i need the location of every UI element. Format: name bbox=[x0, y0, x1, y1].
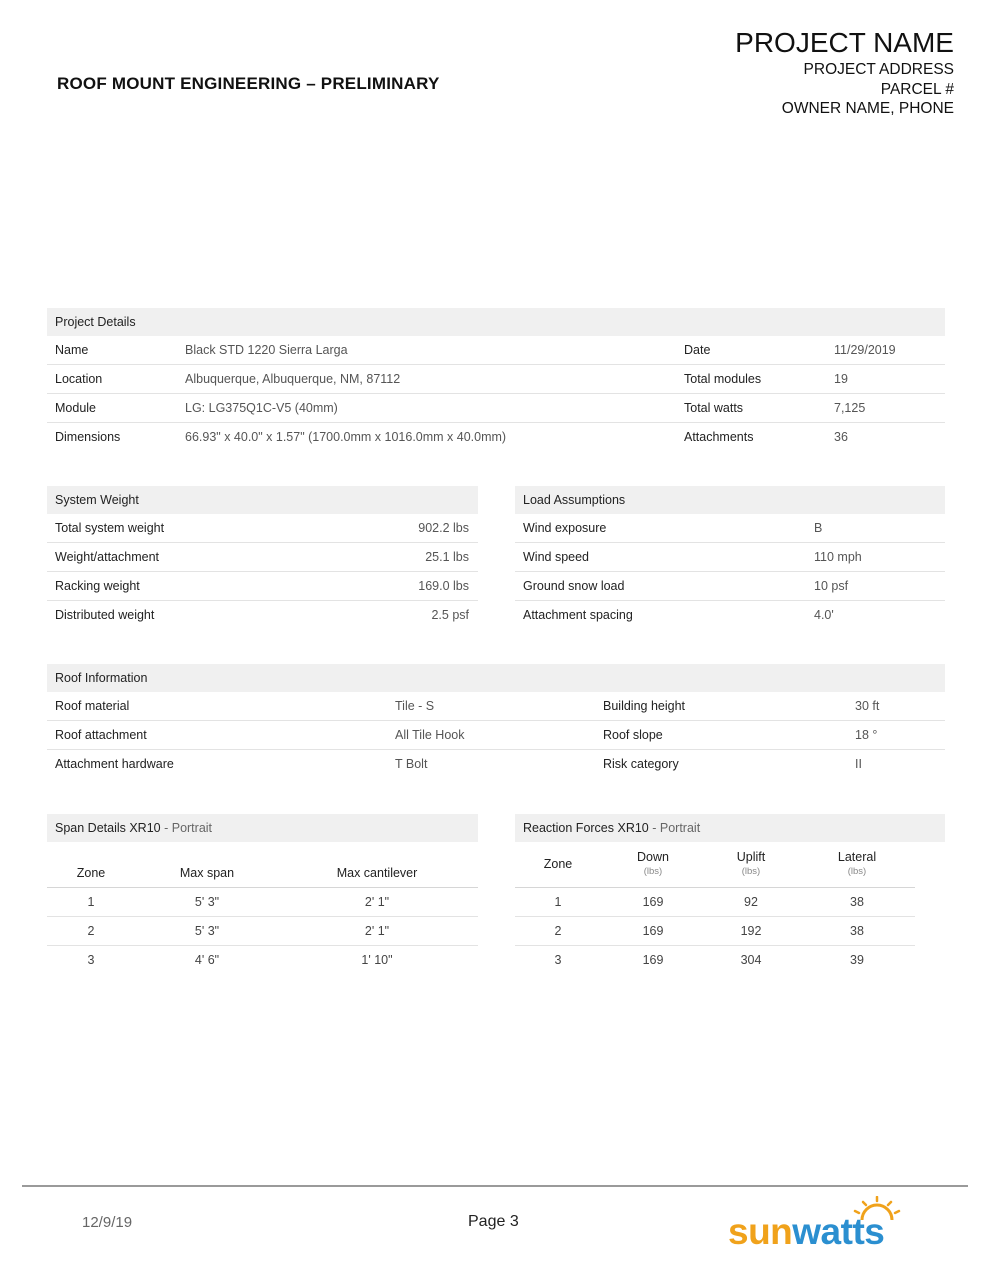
column-header-label: Lateral bbox=[837, 850, 877, 864]
table-row bbox=[47, 394, 945, 423]
table-cell: 1' 10" bbox=[361, 953, 393, 967]
page-number: Page 3 bbox=[468, 1213, 519, 1230]
row-label: Total watts bbox=[684, 401, 744, 415]
table-row bbox=[47, 423, 945, 452]
row-value: 2.5 psf bbox=[431, 608, 469, 622]
table-row bbox=[515, 514, 945, 543]
row-label: Roof attachment bbox=[55, 728, 147, 742]
table-row bbox=[47, 721, 945, 750]
row-label: Roof slope bbox=[603, 728, 663, 742]
row-label: Wind exposure bbox=[523, 521, 607, 535]
row-value: 25.1 lbs bbox=[425, 550, 469, 564]
table-row bbox=[515, 543, 945, 572]
table-row bbox=[47, 692, 945, 721]
table-row bbox=[47, 572, 478, 601]
row-value: Tile - S bbox=[395, 699, 435, 713]
table-row bbox=[47, 543, 478, 572]
row-value: 110 mph bbox=[814, 550, 862, 564]
row-value: T Bolt bbox=[395, 757, 428, 771]
row-value: Black STD 1220 Sierra Larga bbox=[185, 343, 348, 357]
roof-information-header bbox=[47, 664, 945, 692]
project-details-title: Project Details bbox=[55, 315, 136, 329]
reaction-forces-subtitle: - Portrait bbox=[648, 821, 701, 835]
table-row bbox=[47, 601, 478, 630]
row-label: Location bbox=[55, 372, 103, 386]
table-row bbox=[47, 750, 945, 779]
span-details-header bbox=[47, 814, 478, 842]
table-cell: 169 bbox=[642, 924, 664, 938]
table-cell: 192 bbox=[740, 924, 762, 938]
table-cell: 1 bbox=[554, 895, 562, 909]
row-value: 19 bbox=[834, 372, 848, 386]
table-row bbox=[515, 888, 915, 917]
table-cell: 2' 1" bbox=[364, 924, 390, 938]
row-value: 18 ° bbox=[855, 728, 878, 742]
table-row bbox=[515, 946, 915, 975]
table-cell: 39 bbox=[850, 953, 864, 967]
owner-info: OWNER NAME, PHONE bbox=[781, 100, 954, 117]
table-cell: 3 bbox=[554, 953, 562, 967]
table-cell: 38 bbox=[850, 924, 864, 938]
row-label: Attachment hardware bbox=[55, 757, 174, 771]
row-label: Distributed weight bbox=[55, 608, 155, 622]
logo-text-sun: sun bbox=[728, 1211, 793, 1252]
footer-date: 12/9/19 bbox=[82, 1214, 133, 1231]
row-label: Date bbox=[684, 343, 711, 357]
row-label: Ground snow load bbox=[523, 579, 625, 593]
project-info-block bbox=[735, 26, 954, 119]
row-label: Total system weight bbox=[55, 521, 165, 535]
logo-wordmark bbox=[728, 1212, 884, 1252]
table-cell: 4' 6" bbox=[194, 953, 220, 967]
row-label: Attachment spacing bbox=[523, 608, 633, 622]
span-details-title: Span Details XR10 bbox=[55, 821, 161, 835]
row-label: Racking weight bbox=[55, 579, 140, 593]
row-value: All Tile Hook bbox=[395, 728, 465, 742]
sunwatts-logo bbox=[728, 1196, 918, 1256]
column-header: Zone bbox=[76, 866, 106, 880]
row-label: Risk category bbox=[603, 757, 679, 771]
row-value: II bbox=[855, 757, 862, 771]
parcel-number: PARCEL # bbox=[880, 80, 954, 98]
table-row bbox=[47, 336, 945, 365]
table-cell: 2' 1" bbox=[364, 895, 390, 909]
table-cell: 2 bbox=[87, 924, 95, 938]
table-header-row bbox=[47, 860, 478, 888]
row-label: Roof material bbox=[55, 699, 130, 713]
table-row bbox=[47, 888, 478, 917]
column-header-label: Uplift bbox=[736, 850, 766, 864]
table-header-row bbox=[515, 843, 915, 888]
table-row bbox=[515, 572, 945, 601]
table-row bbox=[47, 365, 945, 394]
row-value: 66.93" x 40.0" x 1.57" (1700.0mm x 1016.0mm x 40.0mm) bbox=[185, 430, 507, 444]
roof-information-title: Roof Information bbox=[55, 671, 148, 685]
table-cell: 304 bbox=[740, 953, 762, 967]
row-label: Total modules bbox=[684, 372, 762, 386]
project-address: PROJECT ADDRESS bbox=[803, 61, 954, 78]
system-weight-title: System Weight bbox=[55, 493, 139, 507]
row-label: Module bbox=[55, 401, 96, 415]
row-label: Weight/attachment bbox=[55, 550, 159, 564]
row-label: Attachments bbox=[684, 430, 754, 444]
row-value: 10 psf bbox=[814, 579, 849, 593]
project-details-header bbox=[47, 308, 945, 336]
column-header-unit: (lbs) bbox=[643, 866, 663, 877]
table-cell: 2 bbox=[554, 924, 562, 938]
table-row bbox=[515, 601, 945, 630]
column-header bbox=[805, 850, 909, 877]
column-header bbox=[603, 850, 703, 877]
row-label: Dimensions bbox=[55, 430, 121, 444]
row-label: Wind speed bbox=[523, 550, 590, 564]
reaction-forces-header bbox=[515, 814, 945, 842]
row-label: Building height bbox=[603, 699, 686, 713]
table-cell: 3 bbox=[87, 953, 95, 967]
row-value: 11/29/2019 bbox=[834, 343, 896, 357]
row-value: 30 ft bbox=[855, 699, 880, 713]
row-value: LG: LG375Q1C-V5 (40mm) bbox=[185, 401, 338, 415]
column-header-unit: (lbs) bbox=[741, 866, 761, 877]
table-cell: 169 bbox=[642, 895, 664, 909]
project-name: PROJECT NAME bbox=[735, 27, 954, 58]
row-value: B bbox=[814, 521, 823, 535]
row-value: 902.2 lbs bbox=[418, 521, 469, 535]
logo-text-watts: watts bbox=[792, 1211, 885, 1252]
table-cell: 5' 3" bbox=[194, 895, 220, 909]
column-header bbox=[703, 850, 799, 877]
row-label: Name bbox=[55, 343, 89, 357]
column-header-label: Down bbox=[637, 850, 669, 864]
table-cell: 1 bbox=[87, 895, 95, 909]
span-details-subtitle: - Portrait bbox=[160, 821, 213, 835]
row-value: 169.0 lbs bbox=[418, 579, 469, 593]
table-row bbox=[515, 917, 915, 946]
table-cell: 38 bbox=[850, 895, 864, 909]
row-value: 7,125 bbox=[834, 401, 866, 415]
system-weight-header bbox=[47, 486, 478, 514]
table-row bbox=[47, 514, 478, 543]
table-cell: 5' 3" bbox=[194, 924, 220, 938]
column-header-unit: (lbs) bbox=[847, 866, 867, 877]
table-row bbox=[47, 946, 478, 975]
table-cell: 169 bbox=[642, 953, 664, 967]
load-assumptions-header bbox=[515, 486, 945, 514]
column-header: Max cantilever bbox=[336, 866, 418, 880]
table-row bbox=[47, 917, 478, 946]
reaction-forces-title: Reaction Forces XR10 bbox=[523, 821, 649, 835]
footer-divider bbox=[22, 1185, 968, 1187]
table-cell: 92 bbox=[744, 895, 758, 909]
column-header: Zone bbox=[543, 857, 573, 871]
row-value: 4.0' bbox=[814, 608, 834, 622]
load-assumptions-title: Load Assumptions bbox=[523, 493, 626, 507]
row-value: Albuquerque, Albuquerque, NM, 87112 bbox=[185, 372, 401, 386]
document-title: ROOF MOUNT ENGINEERING – PRELIMINARY bbox=[57, 74, 440, 93]
row-value: 36 bbox=[834, 430, 848, 444]
column-header: Max span bbox=[179, 866, 235, 880]
